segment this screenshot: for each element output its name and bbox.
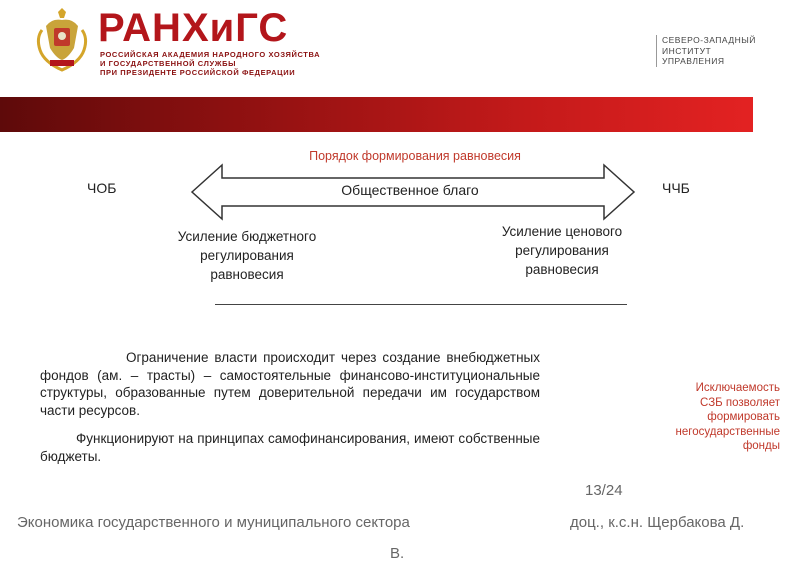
caption-line: регулирования [200, 248, 294, 263]
brand-name: РАНХиГС [98, 6, 289, 50]
paragraph-trusts: Ограничение власти происходит через создание внебюджетных фондов (ам. – трасты) – самостоятельные финансово-институциональные структуры, образованные путем доверительной передачи им государством части ресурсов. [40, 350, 540, 418]
side-note [632, 381, 780, 454]
footer-course: Экономика государственного и муниципального сектора [17, 514, 410, 531]
caption-line: Усиление ценового [501, 224, 623, 239]
institute-line: ИНСТИТУТ [662, 45, 712, 56]
caption-line: равновесия [210, 267, 284, 282]
side-note-line: СЗБ позволяет [700, 396, 780, 409]
brand-subtitle [100, 50, 320, 77]
side-note-line: формировать [707, 411, 780, 424]
institute-line: УПРАВЛЕНИЯ [662, 56, 725, 66]
right-label: ЧЧБ [662, 180, 690, 196]
brand-subtitle-line: И ГОСУДАРСТВЕННОЙ СЛУЖБЫ [100, 59, 237, 68]
arrow-label: Общественное благо [341, 182, 479, 198]
footer-author: доц., к.с.н. Щербакова Д. [570, 514, 745, 531]
institute-name [656, 35, 756, 67]
left-caption [152, 227, 342, 284]
caption-line: равновесия [525, 262, 599, 277]
slide-title: Порядок формирования равновесия [309, 149, 521, 163]
right-caption [472, 222, 652, 279]
header-band [0, 97, 753, 132]
left-label: ЧОБ [87, 180, 117, 196]
caption-line: Усиление бюджетного [177, 229, 317, 244]
page-number: 13/24 [585, 482, 623, 499]
footer-author-cut: В. [390, 545, 405, 562]
institute-line: СЕВЕРО-ЗАПАДНЫЙ [662, 35, 756, 45]
caption-line: регулирования [515, 243, 609, 258]
divider-line [215, 304, 627, 305]
paragraph-self-financing: Функционируют на принципах самофинансирования, имеют собственные бюджеты. [40, 431, 540, 464]
side-note-line: Исключаемость [695, 382, 780, 394]
side-note-line: негосударственные [675, 425, 780, 438]
side-note-line: фонды [742, 440, 780, 453]
brand-subtitle-line: ПРИ ПРЕЗИДЕНТЕ РОССИЙСКОЙ ФЕДЕРАЦИИ [100, 68, 296, 77]
emblem-icon [34, 8, 90, 76]
brand-subtitle-line: РОССИЙСКАЯ АКАДЕМИЯ НАРОДНОГО ХОЗЯЙСТВА [100, 50, 321, 59]
